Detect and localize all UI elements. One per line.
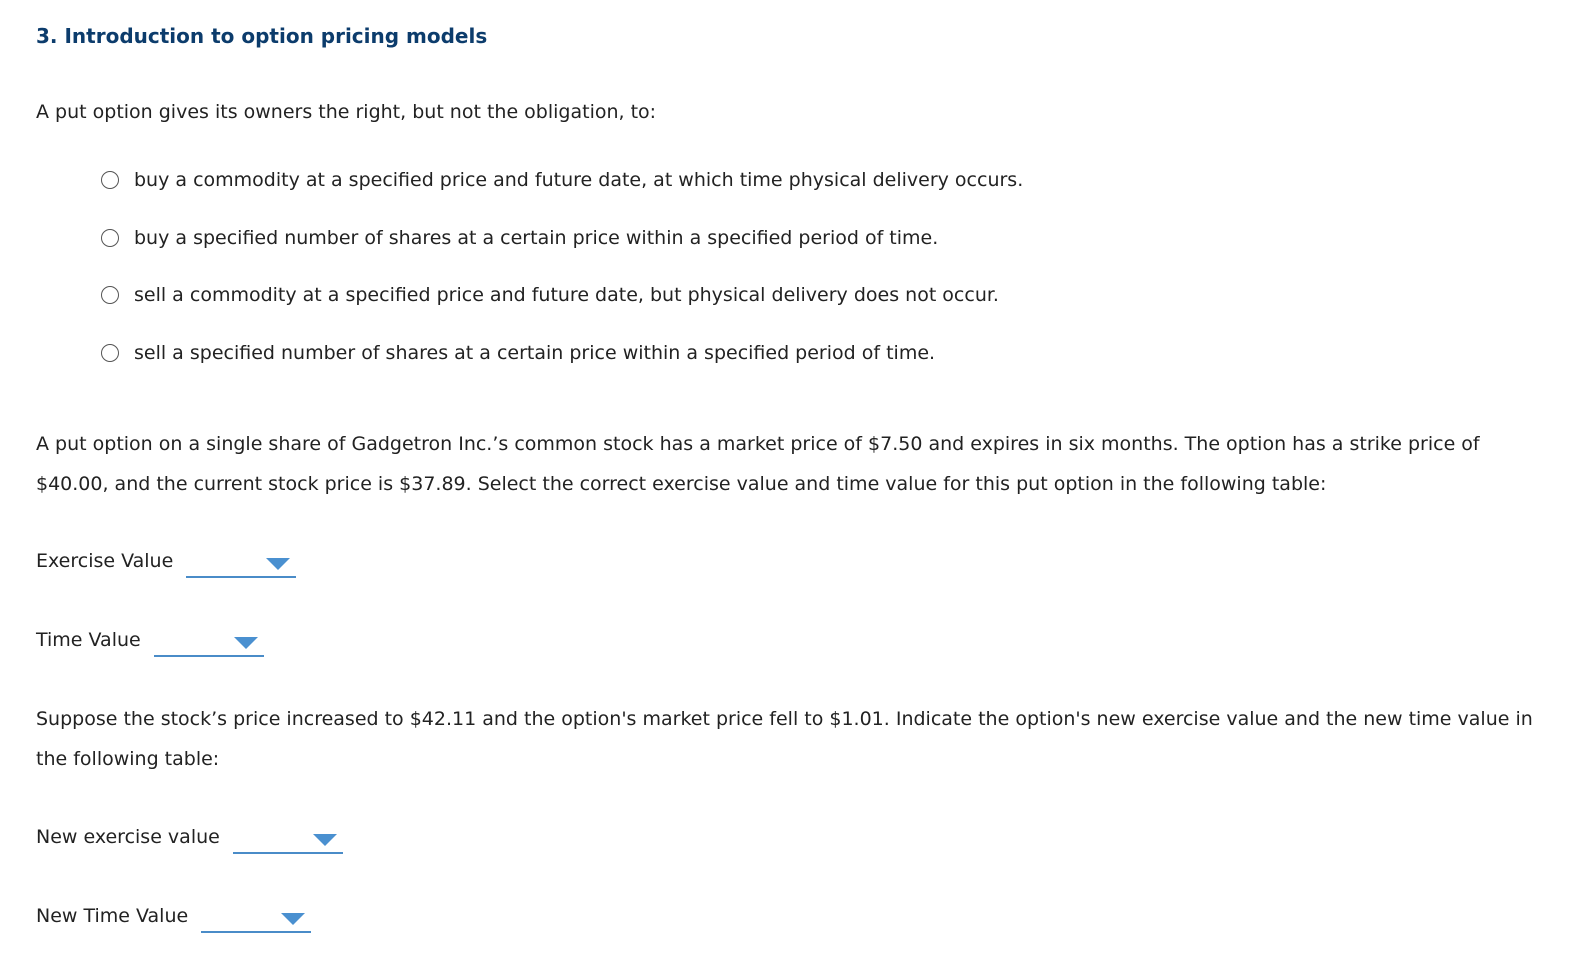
exercise-value-dropdown[interactable]	[186, 552, 296, 578]
answer-option-label: sell a specified number of shares at a certain price within a specified period of time.	[134, 342, 936, 364]
dropdown-arrow-icon[interactable]	[234, 637, 258, 649]
new-time-value-field	[36, 899, 311, 933]
time-value-field	[36, 623, 264, 657]
radio-icon[interactable]	[101, 229, 119, 247]
exercise-value-field	[36, 544, 296, 578]
question-title: 3. Introduction to option pricing models	[36, 24, 488, 48]
answer-option-label: sell a commodity at a specified price and future date, but physical delivery does not occur.	[134, 284, 999, 306]
dropdown-arrow-icon[interactable]	[313, 834, 337, 846]
question-2-text: A put option on a single share of Gadgetron Inc.’s common stock has a market price of $7.50 and expires in six months. The option has a strike price of $40.00, and the current stock price is $37.89. Select the correct exercise value and time value for this put option in the following table:	[36, 433, 1480, 495]
dropdown-arrow-icon[interactable]	[266, 558, 290, 570]
dropdown-arrow-icon[interactable]	[281, 913, 305, 925]
radio-icon[interactable]	[101, 344, 119, 362]
new-time-value-dropdown[interactable]	[201, 907, 311, 933]
new-time-value-label: New Time Value	[36, 905, 189, 927]
new-exercise-value-dropdown[interactable]	[233, 828, 343, 854]
radio-icon[interactable]	[101, 171, 119, 189]
exercise-value-label: Exercise Value	[36, 550, 174, 572]
question-prompt: A put option gives its owners the right, but not the obligation, to:	[36, 101, 657, 123]
new-exercise-value-field	[36, 820, 343, 854]
answer-option-1[interactable]	[101, 166, 1023, 194]
answer-option-4[interactable]	[101, 339, 935, 367]
answer-option-label: buy a commodity at a specified price and future date, at which time physical delivery occurs.	[134, 169, 1024, 191]
time-value-label: Time Value	[36, 629, 141, 651]
radio-icon[interactable]	[101, 286, 119, 304]
new-exercise-value-label: New exercise value	[36, 826, 220, 848]
answer-option-3[interactable]	[101, 281, 999, 309]
time-value-dropdown[interactable]	[154, 631, 264, 657]
answer-option-2[interactable]	[101, 224, 938, 252]
answer-option-label: buy a specified number of shares at a certain price within a specified period of time.	[134, 227, 939, 249]
question-3-text: Suppose the stock’s price increased to $42.11 and the option's market price fell to $1.01. Indicate the option's new exercise value and the new time value in the following table:	[36, 708, 1533, 770]
